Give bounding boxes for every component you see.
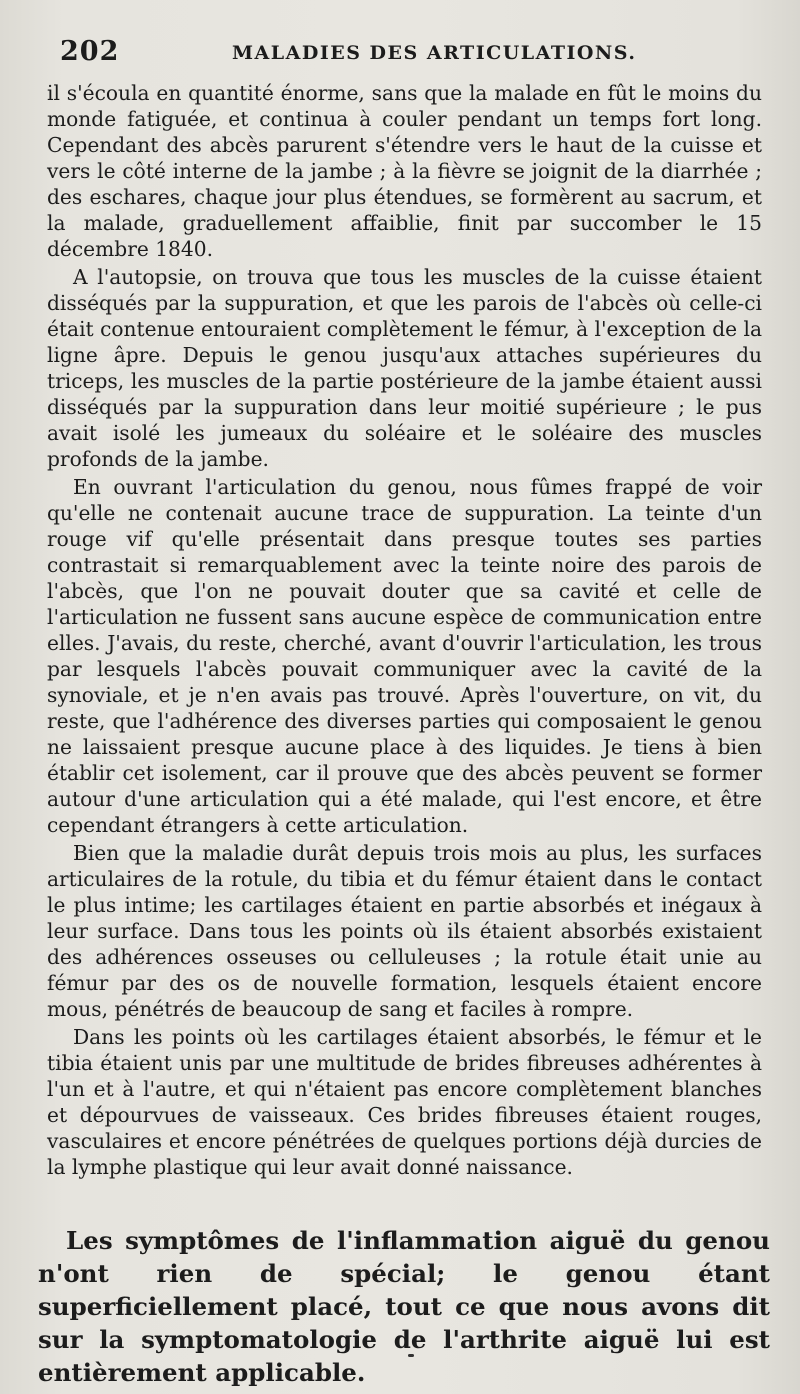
page-number: 202 xyxy=(60,36,120,67)
ink-mark xyxy=(408,1354,414,1357)
conclusion-text xyxy=(38,1224,770,1389)
paragraph: En ouvrant l'articulation du genou, nous fûmes frappé de voir qu'elle ne contenait aucune trace de suppuration. La teinte d'un rouge vif qu'elle présentait dans presque toutes ses parties contrastait si remarquablement avec la teinte noire des parois de l'abcès, que l'on ne pouvait douter que sa cavité et celle de l'articulation ne fussent sans aucune espèce de communication entre elles. J'avais, du reste, cherché, avant d'ouvrir l'articulation, les trous par lesquels l'abcès pouvait communiquer avec la cavité de la synoviale, et je n'en avais pas trouvé. Après l'ouverture, on vit, du reste, que l'adhérence des diverses parties qui composaient le genou ne laissaient presque aucune place à des liquides. Je tiens à bien établir cet isolement, car il prouve que des abcès peuvent se former autour d'une articulation qui a été malade, qui l'est encore, et être cependant étrangers à cette articulation. xyxy=(47,475,762,837)
paragraph: Bien que la maladie durât depuis trois mois au plus, les surfaces articulaires de la rotule, du tibia et du fémur étaient dans le contact le plus intime; les cartilages étaient en partie absorbés et inégaux à leur surface. Dans tous les points où ils étaient absorbés existaient des adhérences osseuses ou celluleuses ; la rotule était unie au fémur par des os de nouvelle formation, lesquels étaient encore mous, pénétrés de beaucoup de sang et faciles à rompre. xyxy=(47,841,762,1021)
body-text xyxy=(47,80,762,1180)
page-header xyxy=(60,36,760,72)
paragraph: Dans les points où les cartilages étaient absorbés, le fémur et le tibia étaient unis par une multitude de brides fibreuses adhérentes à l'un et à l'autre, et qui n'étaient pas encore complètement blanches et dépourvues de vaisseaux. Ces brides fibreuses étaient rouges, vasculaires et encore pénétrées de quelques portions déjà durcies de la lymphe plastique qui leur avait donné naissance. xyxy=(47,1025,762,1179)
paragraph: il s'écoula en quantité énorme, sans que la malade en fût le moins du monde fatiguée, et continua à couler pendant un temps fort long. Cependant des abcès parurent s'étendre vers le haut de la cuisse et vers le côté interne de la jambe ; à la fièvre se joignit de la diarrhée ; des eschares, chaque jour plus étendues, se formèrent au sacrum, et la malade, graduellement affaiblie, finit par succomber le 15 décembre 1840. xyxy=(47,81,762,261)
running-head: MALADIES DES ARTICULATIONS. xyxy=(232,42,637,64)
paragraph: A l'autopsie, on trouva que tous les muscles de la cuisse étaient disséqués par la suppuration, et que les parois de l'abcès où celle-ci était contenue entouraient complètement le fémur, à l'exception de la ligne âpre. Depuis le genou jusqu'aux attaches supérieures du triceps, les muscles de la partie postérieure de la jambe étaient aussi disséqués par la suppuration dans leur moitié supérieure ; le pus avait isolé les jumeaux du soléaire et le soléaire des muscles profonds de la jambe. xyxy=(47,265,762,471)
conclusion-paragraph: Les symptômes de l'inflammation aiguë du genou n'ont rien de spécial; le genou étant superficiellement placé, tout ce que nous avons dit sur la symptomatologie de l'arthrite aiguë lui est entièrement applicable. xyxy=(38,1226,770,1387)
